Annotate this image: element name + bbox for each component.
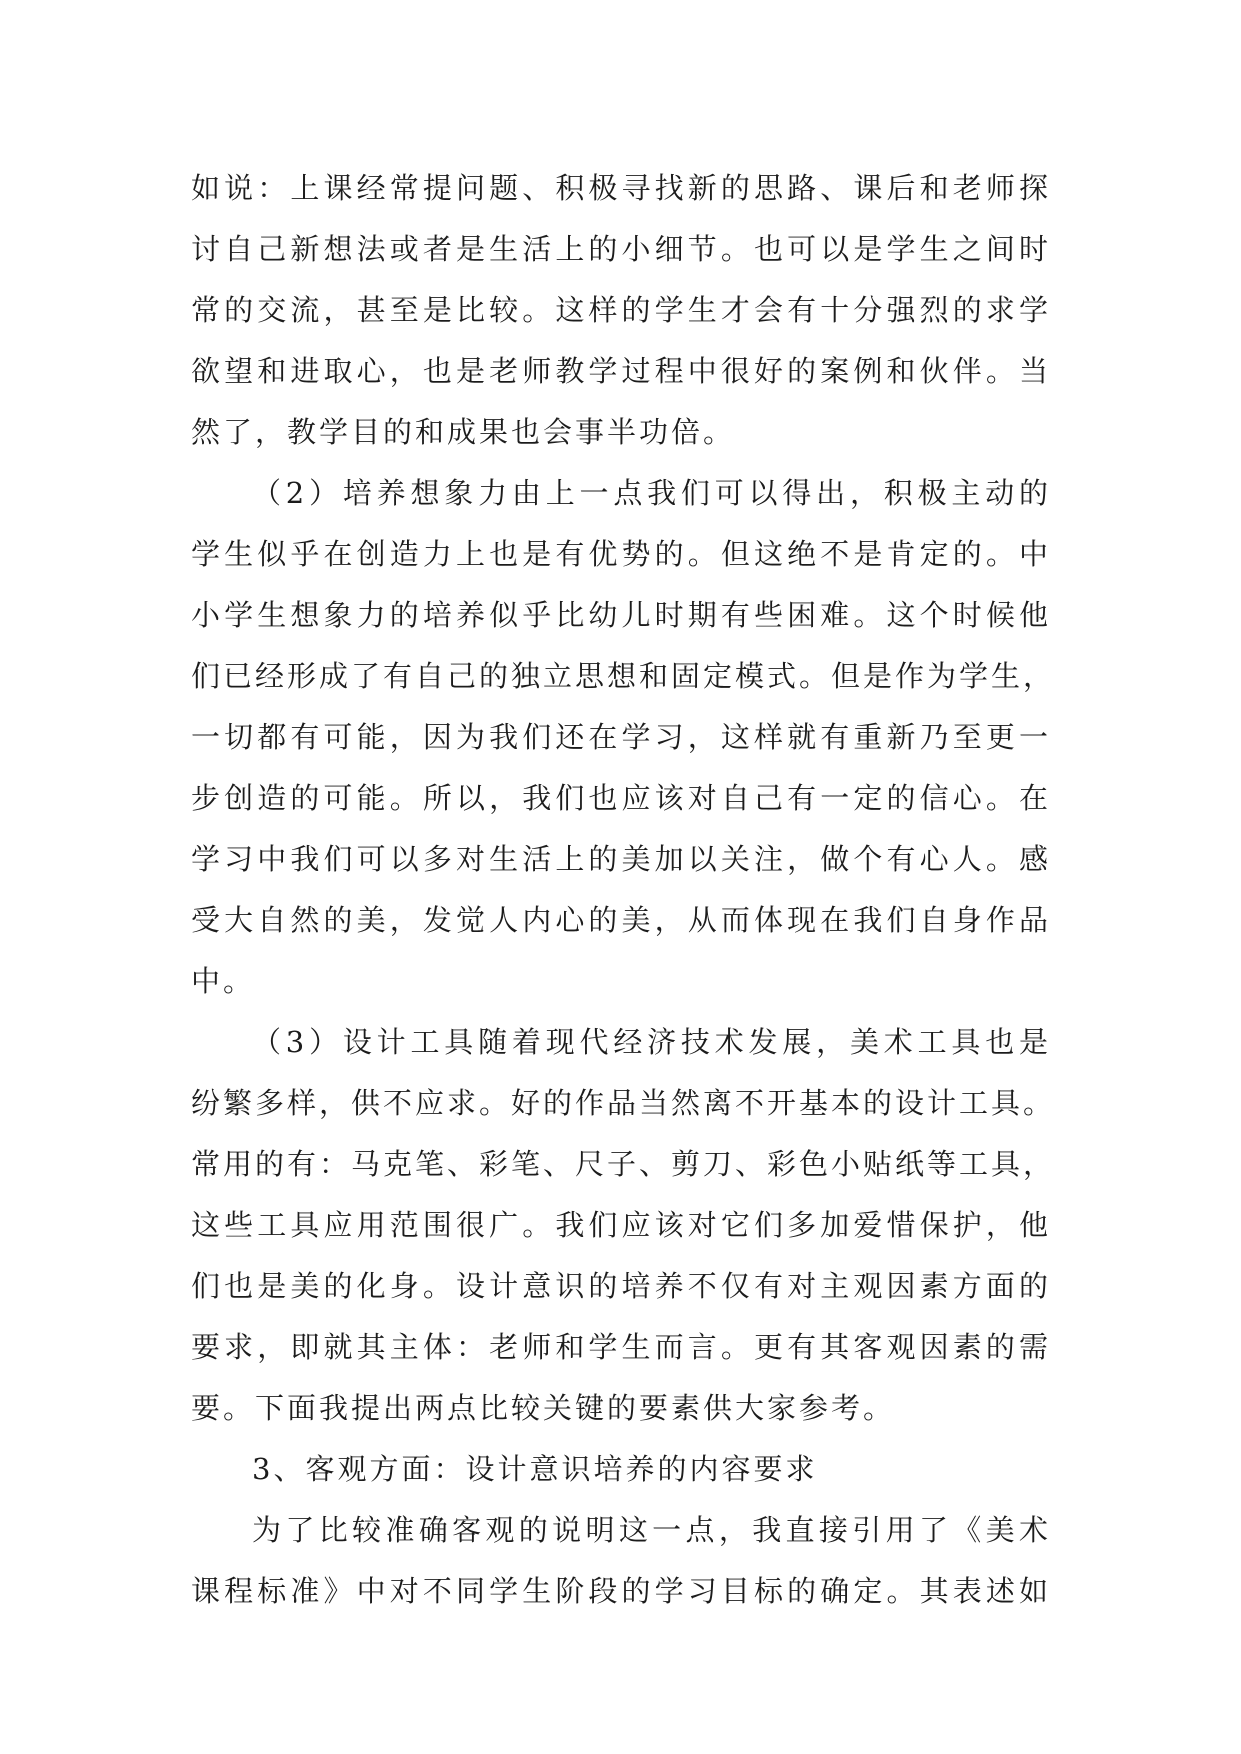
text-line: 要。下面我提出两点比较关键的要素供大家参考。 bbox=[191, 1391, 896, 1425]
text-line: 欲望和进取心，也是老师教学过程中很好的案例和伙伴。当 bbox=[191, 354, 1051, 388]
text-line: 学生似乎在创造力上也是有优势的。但这绝不是肯定的。中 bbox=[191, 537, 1051, 571]
text-line: 这些工具应用范围很广。我们应该对它们多加爱惜保护，他 bbox=[191, 1208, 1051, 1242]
text-line: 步创造的可能。所以，我们也应该对自己有一定的信心。在 bbox=[191, 781, 1051, 815]
text-line: 常用的有：马克笔、彩笔、尺子、剪刀、彩色小贴纸等工具， bbox=[191, 1147, 1056, 1181]
text-line: （2）培养想象力由上一点我们可以得出，积极主动的 bbox=[252, 476, 1051, 510]
text-line: 纷繁多样，供不应求。好的作品当然离不开基本的设计工具。 bbox=[191, 1086, 1056, 1120]
text-line: 常的交流，甚至是比较。这样的学生才会有十分强烈的求学 bbox=[191, 293, 1051, 327]
text-line: 如说：上课经常提问题、积极寻找新的思路、课后和老师探 bbox=[191, 171, 1051, 205]
text-line: 然了，教学目的和成果也会事半功倍。 bbox=[191, 415, 736, 449]
text-line: 受大自然的美，发觉人内心的美，从而体现在我们自身作品 bbox=[191, 903, 1051, 937]
text-line: 们已经形成了有自己的独立思想和固定模式。但是作为学生， bbox=[191, 659, 1056, 693]
text-line: 中。 bbox=[191, 964, 256, 998]
text-line: （3）设计工具随着现代经济技术发展，美术工具也是 bbox=[252, 1025, 1051, 1059]
body-text bbox=[191, 158, 1056, 1622]
text-line: 们也是美的化身。设计意识的培养不仅有对主观因素方面的 bbox=[191, 1269, 1051, 1303]
text-line: 3、客观方面：设计意识培养的内容要求 bbox=[252, 1452, 818, 1486]
text-line: 为了比较准确客观的说明这一点，我直接引用了《美术 bbox=[252, 1513, 1051, 1547]
text-line: 小学生想象力的培养似乎比幼儿时期有些困难。这个时候他 bbox=[191, 598, 1051, 632]
text-line: 一切都有可能，因为我们还在学习，这样就有重新乃至更一 bbox=[191, 720, 1051, 754]
text-line: 讨自己新想法或者是生活上的小细节。也可以是学生之间时 bbox=[191, 232, 1051, 266]
text-line: 课程标准》中对不同学生阶段的学习目标的确定。其表述如 bbox=[191, 1574, 1051, 1608]
text-line: 要求，即就其主体：老师和学生而言。更有其客观因素的需 bbox=[191, 1330, 1051, 1364]
text-line: 学习中我们可以多对生活上的美加以关注，做个有心人。感 bbox=[191, 842, 1051, 876]
